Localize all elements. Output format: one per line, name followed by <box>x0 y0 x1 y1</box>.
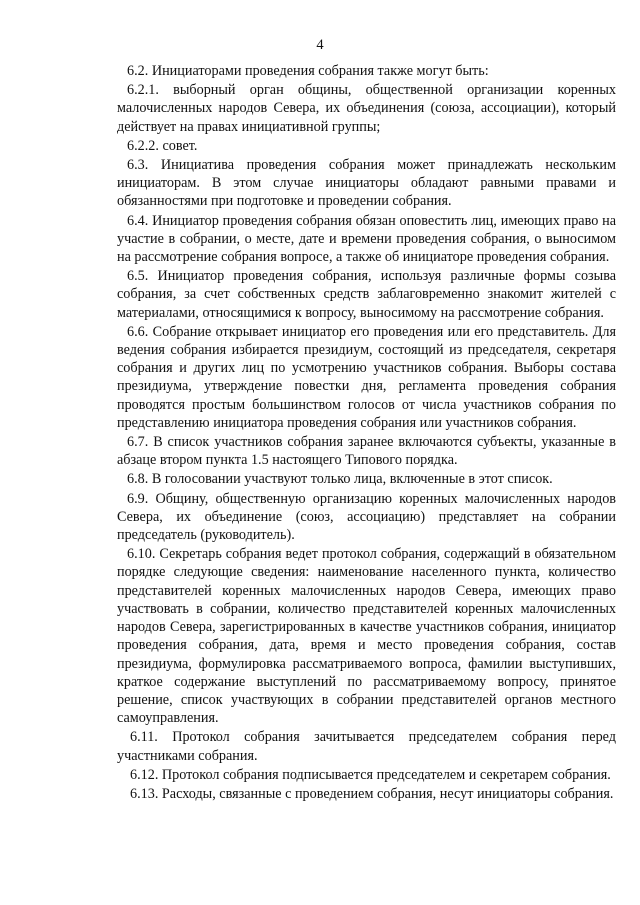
paragraph-6-2-2: 6.2.2. совет. <box>127 137 198 154</box>
paragraph-6-2-1: 6.2.1. выборный орган общины, общественной организации коренных малочисленных народов Севера, их объединения (союза, ассоциации), который действует на правах инициативной группы; <box>117 82 616 135</box>
paragraph-6-9: 6.9. Общину, общественную организацию коренных малочисленных народов Севера, их объединение (союз, ассоциацию) представляет на собрании председатель (руководитель). <box>117 490 616 544</box>
paragraph-6-10: 6.10. Секретарь собрания ведет протокол собрания, содержащий в обязательном порядке следующие сведения: наименование населенного пункта, количество представителей коренных малочисленных народов Севера, имеющих право участвовать в собрании, количество представителей коренных малочисленных народов Севера, зарегистрированных в качестве участников собрания, инициатор проведения собрания, дата, время и место проведения собрания, состав президиума, формулировка рассматриваемого вопроса, фамилии выступивших, краткое содержание выступлений по рассматриваемому вопросу, принятое решение, список участвующих в собрании представителей органов местного самоуправления. <box>117 546 616 727</box>
paragraph-6-2: 6.2. Инициаторами проведения собрания также могут быть: <box>127 63 489 79</box>
paragraph-6-6: 6.6. Собрание открывает инициатор его проведения или его представитель. Для ведения собрания избирается президиум, состоящий из председателя, секретаря собрания и других лиц по усмотрению участников собрания. Выборы состава президиума, утверждение повестки дня, регламента проведения собрания проводятся простым большинством голосов от числа участников собрания по представлению инициатора проведения собрания или участников собрания. <box>117 323 616 431</box>
paragraph-6-13: 6.13. Расходы, связанные с проведением собрания, несут инициаторы собрания. <box>130 785 614 802</box>
paragraph-6-4: 6.4. Инициатор проведения собрания обязан оповестить лиц, имеющих право на участие в собрании, о месте, дате и времени проведения собрания, о выносимом на рассмотрение собрания вопросе, а также об инициаторе проведения собрания. <box>117 212 616 266</box>
page-number: 4 <box>316 37 324 53</box>
document-body <box>117 62 616 804</box>
paragraph-6-7: 6.7. В список участников собрания заранее включаются субъекты, указанные в абзаце втором пункта 1.5 настоящего Типового порядка. <box>117 434 616 469</box>
paragraph-6-3: 6.3. Инициатива проведения собрания может принадлежать нескольким инициаторам. В этом случае инициаторы обладают равными правами и обязанностями при подготовке и проведении собрания. <box>117 157 616 210</box>
paragraph-6-12: 6.12. Протокол собрания подписывается председателем и секретарем собрания. <box>130 766 611 783</box>
paragraph-6-8: 6.8. В голосовании участвуют только лица, включенные в этот список. <box>127 471 553 488</box>
paragraph-6-5: 6.5. Инициатор проведения собрания, используя различные формы созыва собрания, за счет собственных средств заблаговременно знакомит жителей с материалами, относящимися к вопросу, выносимому на рассмотрение собрания. <box>117 268 616 321</box>
paragraph-6-11: 6.11. Протокол собрания зачитывается председателем собрания перед участниками собрания. <box>117 729 616 764</box>
